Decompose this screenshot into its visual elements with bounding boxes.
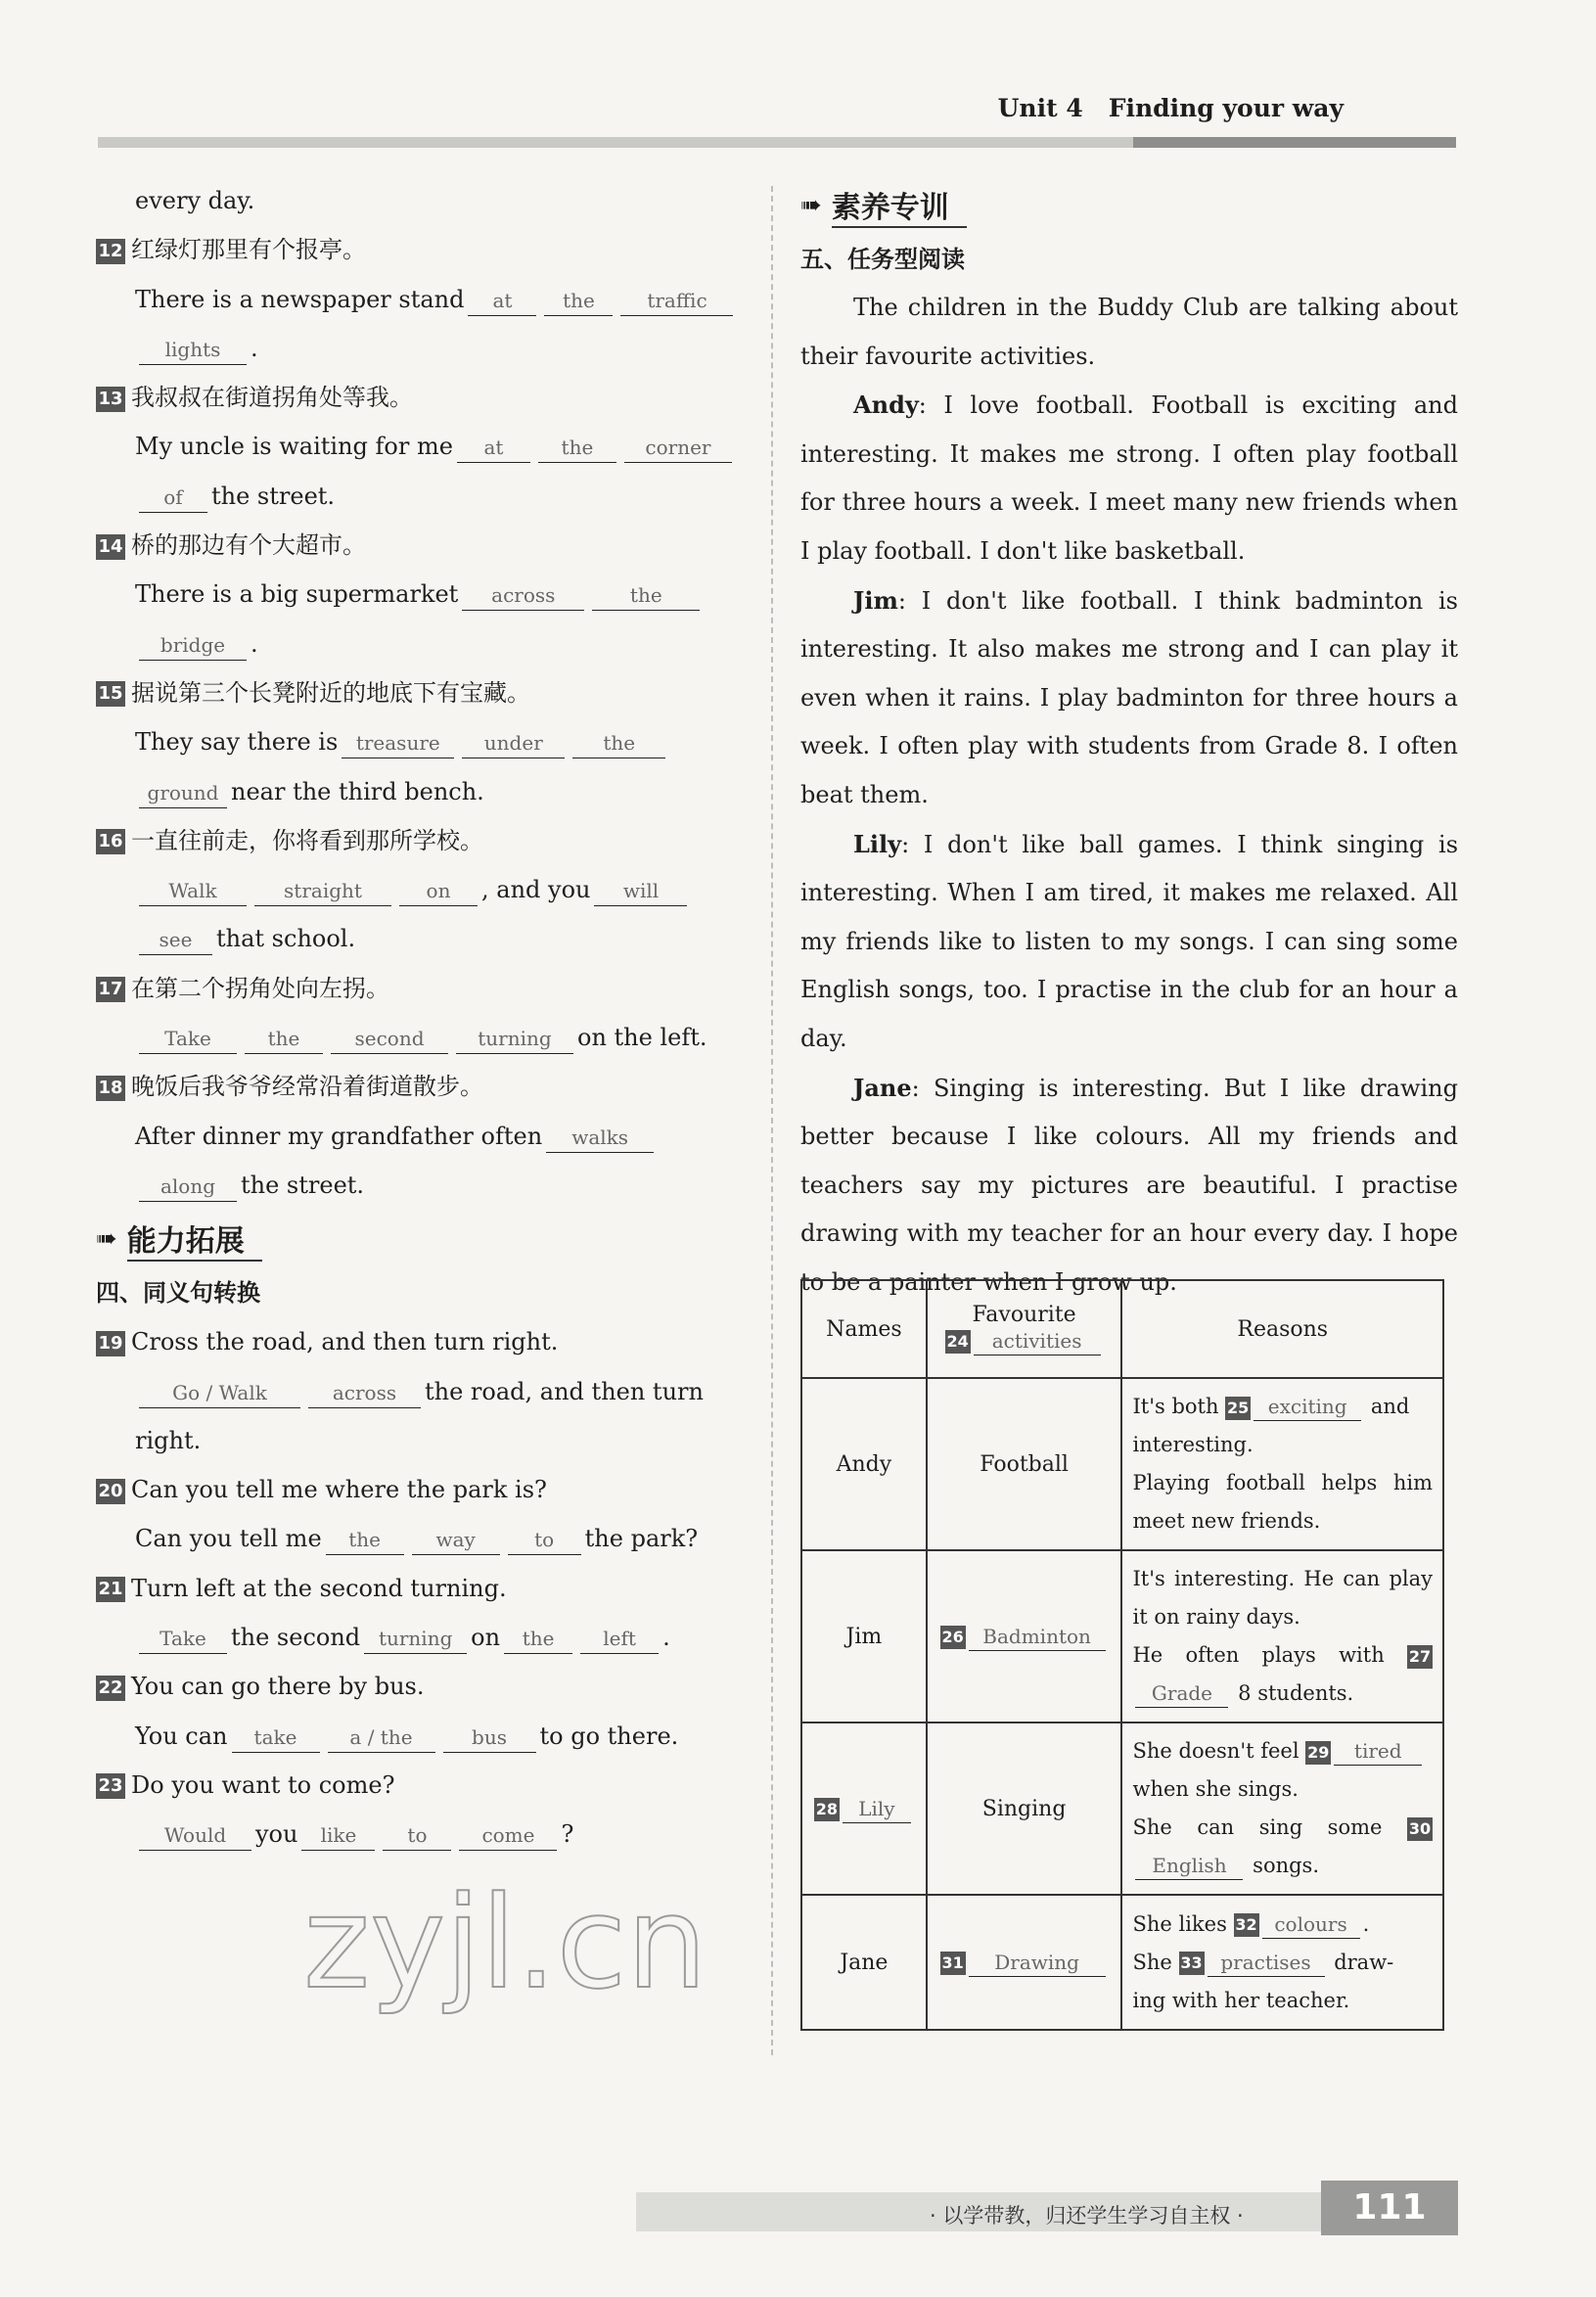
question-13-answer-line-2: of the street.: [96, 472, 752, 521]
answer-blank: lights: [139, 335, 247, 365]
table-row: Jane 31 Drawing She likes 32 colours . She 33 practises draw- ing with her teacher.: [801, 1895, 1443, 2030]
question-12-answer-line: There is a newspaper stand at the traffic: [96, 275, 752, 324]
answer-blank: Take: [139, 1624, 227, 1654]
question-18-answer-line-2: along the street.: [96, 1161, 752, 1210]
answer-blank: exciting: [1254, 1393, 1361, 1421]
answer-blank: the: [538, 433, 616, 463]
reading-intro: The children in the Buddy Club are talking about their favourite activities.: [800, 294, 1458, 370]
answer-blank: the: [504, 1624, 572, 1654]
answer-blank: walks: [546, 1123, 654, 1153]
question-23-prompt: 23 Do you want to come?: [96, 1761, 752, 1810]
question-13-answer-line: My uncle is waiting for me at the corner: [96, 422, 752, 471]
section-literacy-heading: ➠ 素养专训: [800, 176, 1458, 235]
question-18-answer-line: After dinner my grandfather often walks: [96, 1112, 752, 1161]
answer-blank: come: [459, 1820, 557, 1851]
question-18-prompt: 18 晚饭后我爷爷经常沿着街道散步。: [96, 1062, 752, 1111]
column-divider: [771, 186, 773, 2055]
answer-blank: activities: [974, 1327, 1101, 1355]
answer-blank: practises: [1208, 1949, 1325, 1977]
question-15-answer-line-2: ground near the third bench.: [96, 767, 752, 816]
question-16-prompt: 16 一直往前走，你将看到那所学校。: [96, 816, 752, 865]
answer-blank: take: [232, 1723, 320, 1753]
header-bar-accent: [1133, 137, 1456, 148]
answer-blank: to: [508, 1525, 581, 1555]
answer-blank: will: [594, 876, 687, 906]
answer-blank: English: [1135, 1852, 1243, 1880]
question-21-prompt: 21 Turn left at the second turning.: [96, 1564, 752, 1613]
question-20-answer-line: Can you tell me the way to the park?: [96, 1514, 752, 1563]
answer-blank: turning: [364, 1624, 467, 1654]
right-column: [800, 176, 1458, 1307]
table-row: 28 Lily Singing She doesn't feel 29 tired when she sings. She can sing some 30English songs.: [801, 1723, 1443, 1895]
answer-blank: corner: [624, 433, 732, 463]
reading-paragraph-jim: Jim: I don't like football. I think badminton is interesting. It also makes me strong and I can play it even when it rains. I play badminton for three hours a week. I often play with students from Grade 8. I often beat them.: [800, 585, 1459, 808]
question-23-answer-line: Would you like to come ?: [96, 1810, 752, 1859]
footer-slogan: · 以学带教，归还学生学习自主权 ·: [930, 2204, 1244, 2228]
answer-blank: of: [139, 482, 207, 513]
table-header-row: [801, 1280, 1443, 1378]
answer-blank: to: [383, 1820, 451, 1851]
left-column: [96, 176, 752, 1860]
unit-label: Unit 4: [997, 94, 1083, 122]
answer-blank: straight: [254, 876, 391, 906]
answer-blank: Lily: [843, 1795, 911, 1823]
answer-blank: bridge: [139, 630, 247, 661]
answer-blank: way: [412, 1525, 500, 1555]
unit-title: Finding your way: [1108, 94, 1344, 122]
answer-blank: under: [462, 728, 565, 758]
question-15-prompt: 15 据说第三个长凳附近的地底下有宝藏。: [96, 668, 752, 717]
answer-blank: bus: [443, 1723, 536, 1753]
answer-blank: a / the: [328, 1723, 435, 1753]
question-21-answer-line: Take the second turning on the left .: [96, 1613, 752, 1662]
table-row: Andy Football It's both 25 exciting and interesting. Playing football helps him meet new friends.: [801, 1378, 1443, 1550]
question-12-prompt: 12 红绿灯那里有个报亭。: [96, 225, 752, 274]
question-14-answer-line: There is a big supermarket across the: [96, 570, 752, 619]
question-13-prompt: 13 我叔叔在街道拐角处等我。: [96, 373, 752, 422]
question-12-answer-line-2: lights .: [96, 324, 752, 373]
answer-blank: Would: [139, 1820, 251, 1851]
arrow-icon: ➠: [800, 191, 822, 220]
answer-blank: at: [468, 286, 536, 316]
answer-blank: the: [572, 728, 665, 758]
answer-blank: second: [331, 1024, 448, 1054]
answer-blank: Drawing: [969, 1949, 1106, 1977]
question-17-answer-line: Take the second turning on the left.: [96, 1013, 752, 1062]
answer-blank: ground: [139, 778, 227, 808]
question-14-prompt: 14 桥的那边有个大超市。: [96, 521, 752, 570]
reading-paragraph-andy: Andy: I love football. Football is exciting and interesting. It makes me strong. I often play football for three hours a week. I meet many new friends when I play football. I don't like basketball.: [800, 390, 1458, 565]
answer-blank: on: [399, 876, 478, 906]
continuation-text: every day.: [135, 187, 255, 214]
answer-blank: Grade: [1135, 1679, 1228, 1708]
arrow-icon: ➠: [96, 1224, 117, 1255]
answer-blank: Badminton: [969, 1623, 1106, 1651]
question-19-prompt: 19 Cross the road, and then turn right.: [96, 1317, 752, 1366]
header-reasons: Reasons: [1121, 1280, 1443, 1378]
question-16-answer-line: Walk straight on , and you will: [96, 865, 752, 914]
answer-blank: tired: [1334, 1737, 1422, 1766]
answer-blank: the: [544, 286, 613, 316]
answer-blank: left: [580, 1624, 659, 1654]
answer-blank: across: [462, 580, 584, 611]
answer-blank: the: [245, 1024, 323, 1054]
question-19-answer-line: Go / Walk across the road, and then turn: [96, 1367, 752, 1416]
header: [998, 94, 1344, 122]
question-19-answer-line-2: right.: [135, 1426, 202, 1454]
answer-blank: see: [139, 925, 212, 955]
header-favourite: Favourite 24 activities: [927, 1280, 1122, 1378]
answer-blank: the: [326, 1525, 404, 1555]
answer-blank: the: [592, 580, 700, 611]
answer-blank: turning: [456, 1024, 573, 1054]
table-row: Jim 26 Badminton It's interesting. He can play it on rainy days. He often plays with 27Grade 8 students.: [801, 1550, 1443, 1723]
answer-blank: along: [139, 1171, 237, 1202]
answer-blank: across: [308, 1378, 421, 1408]
answer-blank: traffic: [620, 286, 733, 316]
answer-blank: treasure: [342, 728, 454, 758]
question-22-answer-line: You can take a / the bus to go there.: [96, 1712, 752, 1761]
header-names: Names: [801, 1280, 927, 1378]
answer-blank: Walk: [139, 876, 247, 906]
answer-blank: like: [301, 1820, 375, 1851]
question-17-prompt: 17 在第二个拐角处向左拐。: [96, 964, 752, 1013]
answer-blank: colours: [1262, 1910, 1360, 1939]
page-number: 111: [1321, 2181, 1458, 2235]
answer-blank: Go / Walk: [139, 1378, 300, 1408]
svg-text:zyjl.cn: zyjl.cn: [303, 1868, 707, 2017]
subsection-5-heading: 五、任务型阅读: [800, 246, 965, 273]
watermark: [294, 1840, 763, 2055]
question-22-prompt: 22 You can go there by bus.: [96, 1662, 752, 1711]
question-15-answer-line: They say there is treasure under the: [96, 717, 752, 766]
answer-blank: Take: [139, 1024, 237, 1054]
reading-paragraph-lily: Lily: I don't like ball games. I think singing is interesting. When I am tired, it makes me relaxed. All my friends like to listen to my songs. I can sing some English songs, too. I practise in the club for an hour a day.: [800, 829, 1459, 1052]
question-16-answer-line-2: see that school.: [96, 914, 752, 963]
reading-paragraph-jane: Jane: Singing is interesting. But I like drawing better because I like colours. All my friends and teachers say my pictures are beautiful. I practise drawing with my teacher for an hour every day. I hope to be a painter when I grow up.: [800, 1073, 1458, 1296]
answer-blank: at: [457, 433, 530, 463]
task-table: [800, 1279, 1444, 2031]
section-ability-heading: ➠ 能力拓展: [96, 1210, 752, 1268]
subsection-4-heading: 四、同义句转换: [96, 1279, 260, 1308]
question-14-answer-line-2: bridge .: [96, 620, 752, 668]
question-20-prompt: 20 Can you tell me where the park is?: [96, 1465, 752, 1514]
